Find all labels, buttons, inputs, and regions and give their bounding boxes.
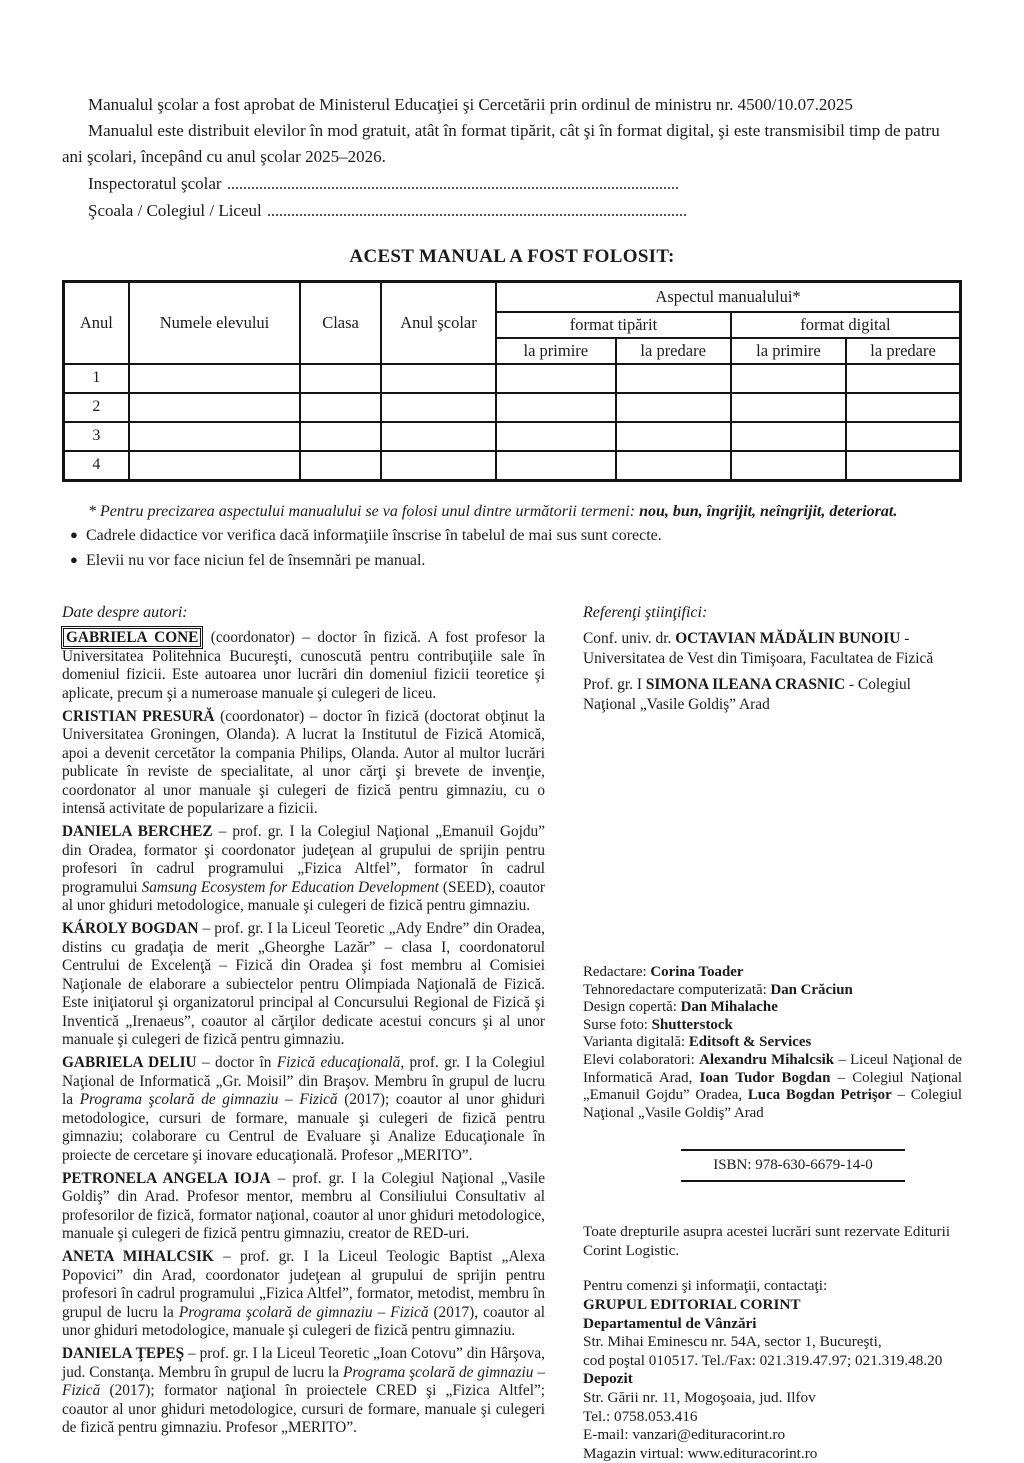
usage-cell [381,393,496,422]
col-print-header: format tipărit [496,312,731,338]
usage-cell [731,451,846,481]
usage-cell [846,393,960,422]
table-row [64,451,961,481]
usage-cell [300,364,381,393]
aspect-terms-note: * Pentru precizarea aspectului manualului se va folosi unul dintre următorii termeni: nou, bun, îngrijit, neîngrijit, deteriorat. [88,502,898,520]
table-row [64,422,961,451]
author-bio: CRISTIAN PRESURĂ (coordonator) – doctor în fizică (doctorat obţinut la Universitatea Groningen, Olanda). A lucrat la Institutul de Fizică Atomică, apoi a devenit cercetător la compania Philips, Olanda. Autor al multor lucrări publicate în reviste de specialitate, al unor cărţi şi brevete de invenţie, coordonator al unor manuale şi culegeri de fizică pentru gimnaziu, cu o intensă activitate de popularizare a fizicii. [62,707,546,817]
col-student-header: Numele elevului [129,282,300,364]
sales-department: Departamentul de Vânzări [583,1314,757,1332]
webshop-line: Magazin virtual: www.edituracorint.ro [583,1444,818,1462]
publisher-name: GRUPUL EDITORIAL CORINT [583,1295,801,1313]
col-aspect-header: Aspectul manualului* [496,282,960,312]
author-bio: GABRIELA CONE (coordonator) – doctor în fizică. A fost profesor la Universitatea Politehnica Bucureşti, cunoscută pentru contribuţiile sale în domeniul fizicii. Este autoarea unor lucrări din domeniul fizicii teoretice şi aplicate, precum şi a numeroase manuale şi culegeri de liceu. [62,629,545,702]
approval-paragraph: Manualul şcolar a fost aprobat de Ministerul Educaţiei şi Cercetării prin ordinul de ministru nr. 4500/10.07.2025 [88,95,853,114]
credit-line: Varianta digitală: Editsoft & Services [583,1034,812,1051]
credits-block [583,964,962,1122]
col-receive-header: la primire [731,338,846,364]
teachers-note-text: Cadrele didactice vor verifica dacă informaţiile înscrise în tabelul de mai sus sunt corecte. [86,527,662,544]
bullet-icon: ● [70,551,78,567]
students-note [62,548,962,573]
dotted-leader [228,174,678,189]
authors-column [62,602,545,1463]
table-notes [62,500,962,573]
col-class-header: Clasa [300,282,381,364]
intro-section [62,92,962,224]
inspectorate-label: Inspectoratul şcolar [88,174,222,193]
isbn-box [681,1149,905,1182]
usage-cell [129,451,300,481]
school-label: Şcoala / Colegiul / Liceul [88,201,262,220]
columns-section [62,602,962,1463]
usage-cell [381,422,496,451]
school-line [62,197,962,224]
row-number: 3 [64,422,129,451]
usage-cell [496,393,615,422]
usage-cell [731,422,846,451]
authors-heading: Date despre autori: [62,604,188,621]
col-return-header: la predare [616,338,731,364]
bullet-icon: ● [70,527,78,542]
col-receive-header: la primire [496,338,615,364]
inspectorate-line [62,170,962,197]
sales-phone: cod poştal 010517. Tel./Fax: 021.319.47.97; 021.319.48.20 [583,1351,943,1369]
table-row [64,364,961,393]
credit-line: Tehnoredactare computerizată: Dan Crăciun [583,981,853,998]
usage-cell [731,393,846,422]
author-bio: ANETA MIHALCSIK – prof. gr. I la Liceul Teologic Baptist „Alexa Popovici” din Arad, coordonator judeţean al grupului de sprijin pentru profesori în cadrul programului „Fizica Altfel”, formator, metodist, membru în grupul de lucru la Programa şcolară de gimnaziu – Fizică (2017), coautor al unor ghiduri metodologice, manuale şi culegeri de fizică pentru gimnaziu. [62,1248,546,1339]
usage-cell [381,451,496,481]
depot-address: Str. Gării nr. 11, Mogoşoaia, jud. Ilfov [583,1388,816,1406]
usage-cell [846,422,960,451]
usage-cell [129,393,300,422]
teachers-note [62,523,962,548]
contact-intro: Pentru comenzi şi informaţii, contactaţi: [583,1277,828,1295]
row-number: 4 [64,451,129,481]
dotted-leader [268,201,686,216]
rights-note: Toate drepturile asupra acestei lucrări sunt rezervate Editurii Corint Logistic. [583,1223,951,1260]
usage-cell [300,393,381,422]
author-bio: DANIELA ŢEPEŞ – prof. gr. I la Liceul Teoretic „Ioan Cotovu” din Hârşova, jud. Constanţa. Membru în grupul de lucru la Programa şcolară de gimnaziu – Fizică (2017); formator naţional în proiectele CRED şi „Fizica Altfel”; coautor al unor ghiduri metodologice, cursuri de formare, manuale şi culegeri de fizică pentru gimnaziu. Profesor „MERITO”. [62,1345,545,1436]
depot-phone: Tel.: 0758.053.416 [583,1407,698,1425]
usage-cell [616,422,731,451]
usage-cell [496,422,615,451]
email-line: E-mail: vanzari@edituracorint.ro [583,1426,786,1444]
publishing-column [583,602,962,1463]
usage-cell [129,422,300,451]
students-note-text: Elevii nu vor face niciun fel de însemnări pe manual. [86,551,426,569]
usage-cell [616,393,731,422]
isbn-text: ISBN: 978-630-6679-14-0 [713,1157,873,1174]
usage-cell [496,364,615,393]
author-bio: KÁROLY BOGDAN – prof. gr. I la Liceul Teoretic „Ady Endre” din Oradea, distins cu gradaţia de merit „Gheorghe Lazăr” – clasa I, coordonatorul Centrului de Excelenţă – Fizică din Oradea şi fost membru al Comisiei Naţionale de elaborare a subiectelor pentru Olimpiada Naţională de Fizică. Este iniţiatorul şi organizatorul principal al Concursului Regional de Fizică şi Inventică „Irenaeus”, coautor al cărţilor dedicate acestui concurs şi al unor manuale şi culegeri de fizică pentru gimnaziu. [62,920,545,1048]
referent-entry: Prof. gr. I SIMONA ILEANA CRASNIC - Colegiul Naţional „Vasile Goldiş” Arad [583,676,911,713]
credit-line: Surse foto: Shutterstock [583,1016,733,1033]
usage-table [62,280,962,482]
usage-cell [616,364,731,393]
usage-cell [616,451,731,481]
table-row [64,393,961,422]
author-bio: PETRONELA ANGELA IOJA – prof. gr. I la Colegiul Naţional „Vasile Goldiş” din Arad. Profesor mentor, membru al Consiliului Consultativ al profesorilor de fizică, formator naţional, coautor al unor ghiduri metodologice, manuale şi culegeri de fizică pentru gimnaziu, creator de RED-uri. [62,1169,545,1242]
distribution-paragraph: Manualul este distribuit elevilor în mod gratuit, atât în format tipărit, cât şi în format digital, şi este transmisibil timp de patru ani şcolari, începând cu anul şcolar 2025–2026. [62,121,940,166]
contact-block [583,1277,962,1463]
referent-entry: Conf. univ. dr. OCTAVIAN MĂDĂLIN BUNOIU - Universitatea de Vest din Timişoara, Facultatea de Fizică [583,630,934,667]
credit-line: Redactare: Corina Toader [583,964,744,980]
usage-cell [846,451,960,481]
sales-address: Str. Mihai Eminescu nr. 54A, sector 1, Bucureşti, [583,1333,882,1351]
usage-cell [731,364,846,393]
col-school-year-header: Anul şcolar [381,282,496,364]
author-bio: DANIELA BERCHEZ – prof. gr. I la Colegiul Naţional „Emanuil Gojdu” din Oradea, formator şi coordonator judeţean al grupului de sprijin pentru profesori în cadrul programului „Fizica Altfel”, formator în cadrul programului Samsung Ecosystem for Education Development (SEED), coautor al unor ghiduri metodologice, manuale şi culegeri de fizică pentru gimnaziu. [62,823,545,914]
depot-heading: Depozit [583,1370,633,1388]
usage-cell [129,364,300,393]
referents-heading: Referenţi ştiinţifici: [583,604,708,621]
col-year-header: Anul [64,282,129,364]
credit-line: Elevi colaboratori: Alexandru Mihalcsik – Liceul Naţional de Informatică Arad, Ioan Tudor Bogdan – Colegiul Naţional „Emanuil Gojdu” Oradea, Luca Bogdan Petrişor – Colegiul Naţional „Vasile Goldiş” Arad [583,1051,962,1121]
usage-cell [496,451,615,481]
row-number: 2 [64,393,129,422]
author-bio: GABRIELA DELIU – doctor în Fizică educaţională, prof. gr. I la Colegiul Naţional de Informatică „Gr. Moisil” din Braşov. Membru în grupul de lucru la Programa şcolară de gimnaziu – Fizică (2017); coautor al unor ghiduri metodologice, cursuri de formare, manuale şi culegeri de fizică pentru gimnaziu; colaborare cu Centrul de Evaluare şi Analize Educaţionale în proiecte de cercetare şi inovare educaţională. Profesor „MERITO”. [62,1054,546,1164]
usage-cell [300,422,381,451]
usage-cell [846,364,960,393]
row-number: 1 [64,364,129,393]
col-digital-header: format digital [731,312,961,338]
usage-table-title: ACEST MANUAL A FOST FOLOSIT: [349,246,675,267]
usage-cell [381,364,496,393]
credit-line: Design copertă: Dan Mihalache [583,999,778,1016]
col-return-header: la predare [846,338,960,364]
usage-cell [300,451,381,481]
